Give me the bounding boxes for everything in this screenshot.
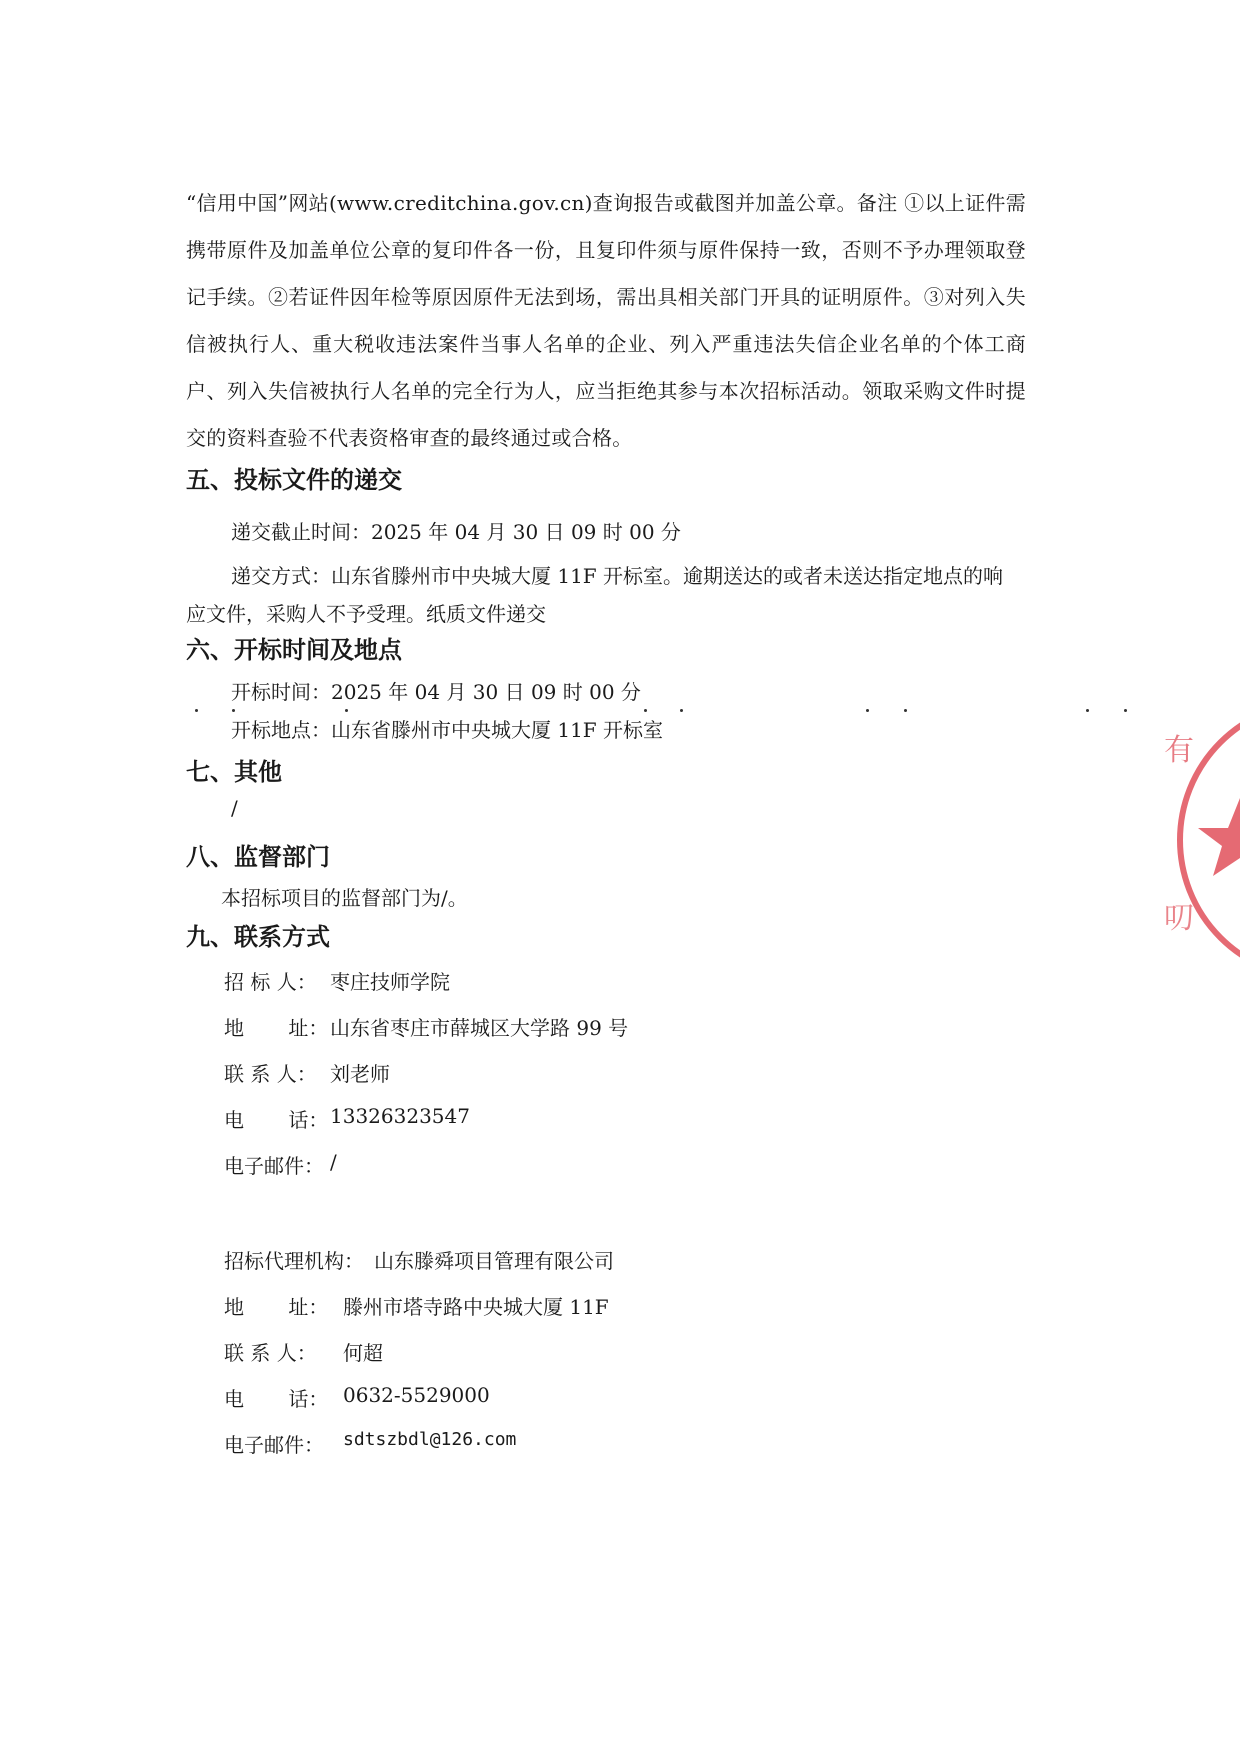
scan-speck bbox=[232, 709, 235, 712]
field-label: 联 系 人： bbox=[224, 1341, 317, 1365]
scan-speck bbox=[345, 709, 348, 712]
opening-place: 开标地点：山东省滕州市中央城大厦 11F 开标室 bbox=[231, 718, 664, 742]
field-value: 滕州市塔寺路中央城大厦 11F bbox=[343, 1295, 609, 1319]
seal-graphic bbox=[1158, 710, 1240, 970]
field-label: 电 话： bbox=[224, 1108, 329, 1132]
field-value: 枣庄技师学院 bbox=[330, 970, 450, 994]
official-seal-stamp bbox=[1158, 710, 1240, 970]
scan-speck bbox=[1124, 709, 1127, 712]
scan-speck bbox=[195, 709, 198, 712]
field-value: 何超 bbox=[343, 1341, 383, 1365]
field-value: 13326323547 bbox=[330, 1104, 470, 1128]
scan-speck bbox=[866, 709, 869, 712]
seal-star bbox=[1198, 798, 1240, 876]
scan-speck bbox=[644, 709, 647, 712]
seal-text-bottom: 叨 bbox=[1164, 901, 1194, 936]
field-label: 联 系 人： bbox=[224, 1062, 317, 1086]
field-label: 电 话： bbox=[224, 1387, 329, 1411]
field-value: 0632-5529000 bbox=[343, 1383, 490, 1407]
submission-method-line-2: 应文件，采购人不予受理。纸质文件递交 bbox=[186, 602, 546, 626]
scan-speck bbox=[680, 709, 683, 712]
section-5-heading: 五、投标文件的递交 bbox=[186, 465, 402, 494]
section-6-heading: 六、开标时间及地点 bbox=[186, 635, 402, 664]
field-label: 地 址： bbox=[224, 1016, 329, 1040]
field-label: 招标代理机构： bbox=[224, 1249, 364, 1273]
field-value: 刘老师 bbox=[330, 1062, 390, 1086]
supervision-content: 本招标项目的监督部门为/。 bbox=[221, 886, 468, 910]
opening-time: 开标时间：2025 年 04 月 30 日 09 时 00 分 bbox=[231, 680, 641, 704]
field-label: 地 址： bbox=[224, 1295, 329, 1319]
section-8-heading: 八、监督部门 bbox=[186, 842, 330, 871]
field-value: 山东滕舜项目管理有限公司 bbox=[374, 1249, 614, 1273]
field-label: 电子邮件： bbox=[224, 1154, 324, 1178]
scan-speck bbox=[904, 709, 907, 712]
field-label: 电子邮件： bbox=[224, 1433, 324, 1457]
section-9-heading: 九、联系方式 bbox=[186, 922, 330, 951]
field-value: / bbox=[330, 1150, 337, 1174]
field-label: 招 标 人： bbox=[224, 970, 317, 994]
submission-deadline: 递交截止时间：2025 年 04 月 30 日 09 时 00 分 bbox=[231, 520, 681, 544]
field-value: 山东省枣庄市薛城区大学路 99 号 bbox=[330, 1016, 629, 1040]
seal-text-top: 有 bbox=[1164, 733, 1194, 768]
submission-method-line-1: 递交方式：山东省滕州市中央城大厦 11F 开标室。逾期送达的或者未送达指定地点的响 bbox=[231, 564, 1004, 588]
intro-paragraph: “信用中国”网站(www.creditchina.gov.cn)查询报告或截图并加盖公章。备注 ①以上证件需携带原件及加盖单位公章的复印件各一份，且复印件须与原件保持一致，否则不予办理领取登记手续。②若证件因年检等原因原件无法到场，需出具相关部门开具的证明原件。③对列入失信被执行人、重大税收违法案件当事人名单的企业、列入严重违法失信企业名单的个体工商户、列入失信被执行人名单的完全行为人，应当拒绝其参与本次招标活动。领取采购文件时提交的资料查验不代表资格审查的最终通过或合格。 bbox=[186, 191, 1026, 450]
other-content: / bbox=[231, 796, 238, 820]
scan-speck bbox=[1086, 709, 1089, 712]
section-7-heading: 七、其他 bbox=[186, 757, 282, 786]
field-value: sdtszbdl@126.com bbox=[343, 1429, 517, 1450]
